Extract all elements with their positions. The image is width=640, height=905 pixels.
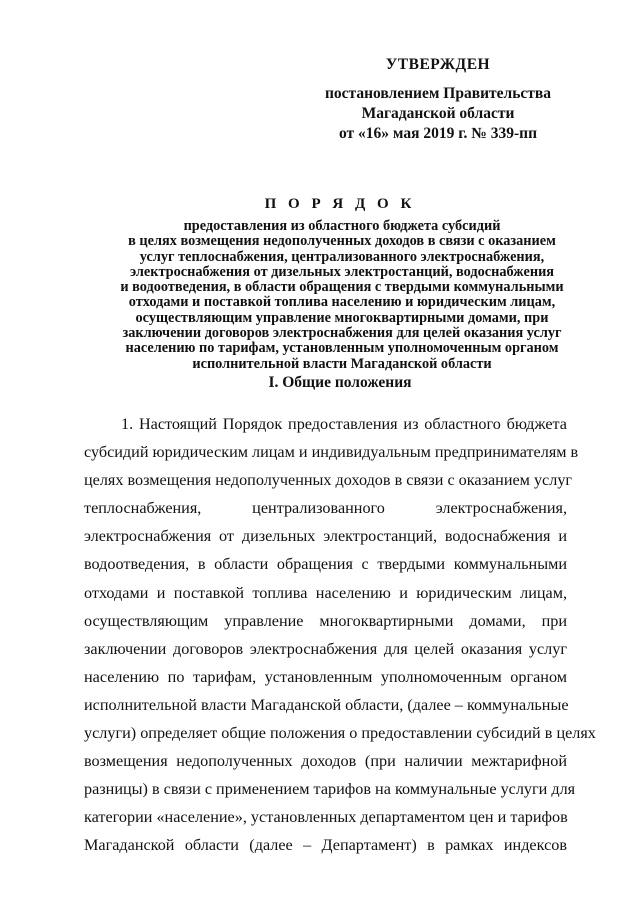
subtitle-line: предоставления из областного бюджета субсидий [183,218,501,234]
approval-line-date: от «16» мая 2019 г. № 339-пп [338,125,537,142]
approval-heading: УТВЕРЖДЕН [385,56,491,73]
paragraph-line: отходами и поставкой топлива населению и юридическим лицам, [84,583,567,602]
approval-line-decree: постановлением Правительства [324,85,552,102]
paragraph-line: возмещения недополученных доходов (при наличии межтарифной [84,752,567,771]
paragraph-line: Магаданской области (далее – Департамент) в рамках индексов [84,836,567,855]
subtitle-line: отходами и поставкой топлива населению и юридическим лицам, [128,294,556,311]
subtitle-line: услуг теплоснабжения, централизованного электроснабжения, [139,248,545,265]
paragraph-line: услуги) определяет общие положения о предоставлении субсидий в целях [84,724,596,743]
paragraph-line: теплоснабжения, централизованного электроснабжения, [84,499,567,518]
subtitle-line: в целях возмещения недополученных доходов в связи с оказанием [128,233,556,250]
paragraph-line: категории «население», установленных департаментом цен и тарифов [84,808,568,827]
subtitle-line: и водоотведения, в области обращения с твердыми коммунальными [120,279,564,296]
subtitle-line: осуществляющим управление многоквартирными домами, при [135,309,549,326]
document-subtitle [62,219,622,372]
approval-stamp-block [318,55,558,144]
document-title: П О Р Я Д О К [264,196,416,212]
subtitle-line: исполнительной власти Магаданской области [192,355,492,372]
paragraph-line: осуществляющим управление многоквартирными домами, при [84,611,567,630]
paragraph-line: населению по тарифам, установленным уполномоченным органом [84,667,567,686]
paragraph-line: водоотведения, в области обращения с твердыми коммунальными [84,555,567,574]
paragraph-line: исполнительной власти Магаданской области, (далее – коммунальные [84,695,569,714]
paragraph-line: заключении договоров электроснабжения для целей оказания услуг [84,639,567,658]
paragraph-1 [84,410,596,860]
paragraph-line: разницы) в связи с применением тарифов на коммунальные услуги для [84,780,576,799]
paragraph-line: электроснабжения от дизельных электростанций, водоснабжения и [84,527,567,546]
approval-line-region: Магаданской области [361,105,515,122]
paragraph-line: целях возмещения недополученных доходов в связи с оказанием услуг [84,471,573,490]
subtitle-line: населению по тарифам, установленным уполномоченным органом [125,340,559,357]
section-heading: I. Общие положения [268,374,412,391]
subtitle-line: заключении договоров электроснабжения для целей оказания услуг [122,325,562,342]
paragraph-line: 1. Настоящий Порядок предоставления из областного бюджета [121,415,567,433]
subtitle-line: электроснабжения от дизельных электростанций, водоснабжения [129,263,555,280]
paragraph-line: субсидий юридическим лицам и индивидуальным предпринимателям в [84,443,579,462]
